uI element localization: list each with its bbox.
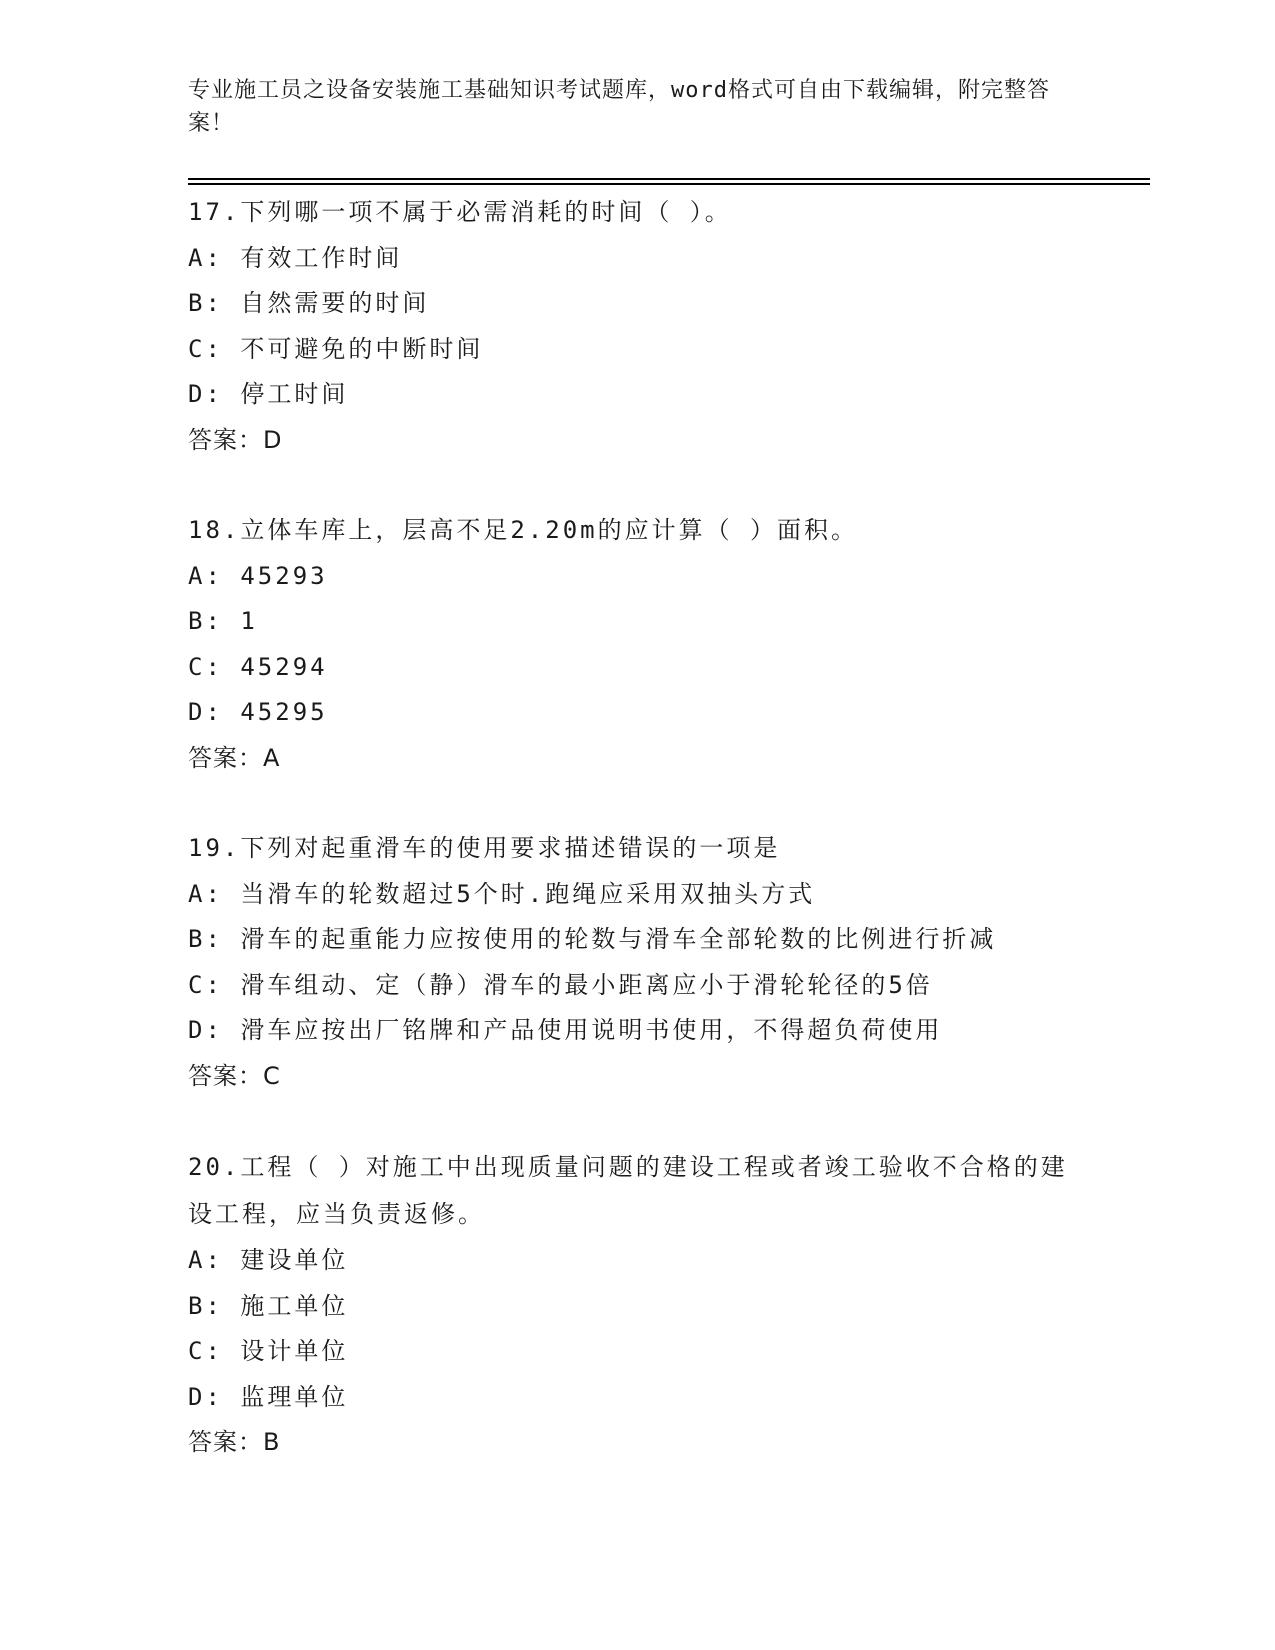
answer: 答案：C: [188, 1061, 281, 1090]
document-intro: 专业施工员之设备安装施工基础知识考试题库，word格式可自由下载编辑，附完整答案！: [188, 78, 1050, 136]
question-20: [188, 1144, 1088, 1466]
question-stem: 20.工程（ ）对施工中出现质量问题的建设工程或者竣工验收不合格的建设工程，应当负责返修。: [188, 1153, 1068, 1228]
question-stem: 19.下列对起重滑车的使用要求描述错误的一项是: [188, 834, 781, 862]
option-d: D: 停工时间: [188, 380, 349, 408]
question-19: [188, 826, 1088, 1099]
header-divider-bottom: [188, 183, 1150, 185]
answer: 答案：B: [188, 1428, 281, 1456]
option-b: B: 滑车的起重能力应按使用的轮数与滑车全部轮数的比例进行折减: [188, 925, 997, 953]
question-18: [188, 508, 1088, 781]
option-d: D: 监理单位: [188, 1382, 349, 1411]
option-a: A: 有效工作时间: [188, 243, 403, 272]
option-a: A: 建设单位: [188, 1246, 349, 1274]
option-d: D: 滑车应按出厂铭牌和产品使用说明书使用，不得超负荷使用: [188, 1016, 943, 1044]
question-17: [188, 190, 1088, 463]
header-divider-top: [188, 178, 1150, 180]
option-b: B: 自然需要的时间: [188, 289, 430, 317]
option-b: B: 1: [188, 607, 258, 635]
question-stem: 17.下列哪一项不属于必需消耗的时间（ ）。: [188, 198, 732, 226]
option-c: C: 45294: [188, 652, 328, 681]
option-b: B: 施工单位: [188, 1291, 349, 1320]
answer: 答案：D: [188, 425, 283, 454]
option-d: D: 45295: [188, 698, 328, 726]
question-stem: 18.立体车库上，层高不足2.20m的应计算（ ）面积。: [188, 516, 859, 544]
option-c: C: 滑车组动、定（静）滑车的最小距离应小于滑轮轮径的5倍: [188, 970, 933, 999]
option-c: C: 设计单位: [188, 1337, 349, 1365]
option-c: C: 不可避免的中断时间: [188, 334, 484, 363]
answer: 答案：A: [188, 743, 281, 772]
option-a: A: 当滑车的轮数超过5个时.跑绳应采用双抽头方式: [188, 879, 816, 908]
option-a: A: 45293: [188, 561, 328, 590]
